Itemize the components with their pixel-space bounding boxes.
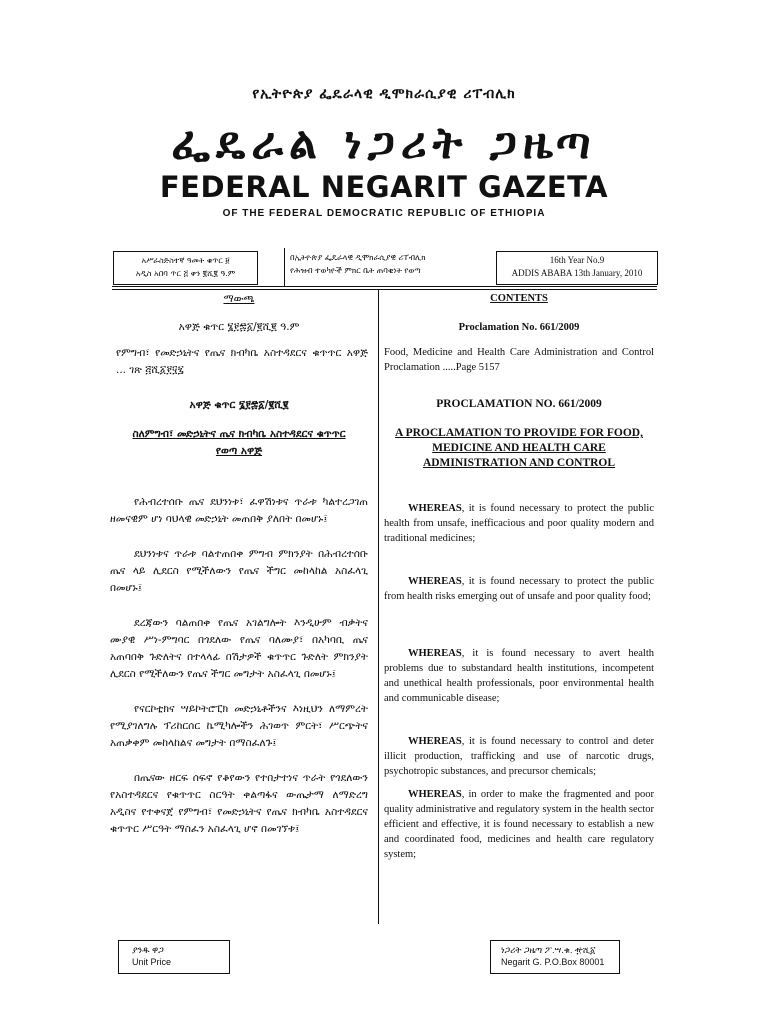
english-paragraph (384, 574, 654, 604)
english-paragraph (384, 501, 654, 546)
issue-amharic-line1: አሥራስድስተኛ ዓመት ቁጥር ፱ (141, 256, 230, 265)
amharic-proclamation-no: አዋጅ ቁጥር ፮፻፷፩/፪ሺ፪ ዓ.ም (178, 321, 300, 333)
amharic-paragraph: ደህንነቱና ጥራቱ ባልተጠበቀ ምግብ ምክንያት በሕብረተሰቡ ጤና ላይ ሊደርስ የሚችለውን የጤና ችግር መከላከል አስፈላጊ በመሆኑ፤ (110, 548, 368, 594)
issue-box-english (496, 251, 658, 285)
header-rule-second (112, 289, 657, 290)
pobox-amharic: ነጋሪት ጋዜጣ ፖ.ሣ.ቁ. ፹ሺ፩ (501, 945, 596, 955)
unit-price-label: Unit Price (132, 957, 172, 967)
issue-box-middle (290, 251, 490, 277)
english-paragraph-text: , it is found necessary to protect the public health from unsafe, inefficacious and poor quality modern and traditional medicines; (384, 503, 654, 544)
whereas-label: WHEREAS (408, 736, 462, 747)
issue-amharic-line2: አዲስ አበባ ጥር ፭ ቀን ፪ሺ፪ ዓ.ም (135, 269, 236, 278)
english-paragraph-text: , it is found necessary to protect the public from health risks emerging out of unsafe and poor quality food; (384, 576, 654, 602)
english-contents-entry: Food, Medicine and Health Care Administration and Control Proclamation .....Page 5157 (384, 347, 654, 373)
english-proclamation-no: Proclamation No. 661/2009 (458, 322, 580, 333)
unit-price-amharic: ያንዱ ዋጋ (132, 945, 164, 955)
issue-middle-line1: በኢትዮጵያ ፌዴራላዊ ዲሞክራሲያዊ ሪፐብሊክ (290, 253, 426, 262)
masthead-english-title: FEDERAL NEGARIT GAZETA (159, 170, 609, 204)
english-paragraph-text: , in order to make the fragmented and poor quality administrative and regulatory system in the health sector efficient and effective, it is found necessary to establish a new and coordinated food, medicines and health care regulatory system; (384, 789, 654, 860)
issue-box-amharic (113, 251, 258, 285)
pobox-box (490, 940, 620, 974)
english-paragraph (384, 787, 654, 862)
masthead-amharic-title: ፌዴራል ነጋሪት ጋዜጣ (171, 118, 597, 169)
english-paragraph (384, 734, 654, 779)
whereas-label: WHEREAS (408, 503, 462, 514)
whereas-label: WHEREAS (408, 576, 462, 587)
issue-english-line2: ADDIS ABABA 13th January, 2010 (511, 268, 643, 278)
masthead-amharic-republic: የኢትዮጵያ ፌዴራላዊ ዲሞክራሲያዊ ሪፐብሊክ (252, 86, 516, 102)
whereas-label: WHEREAS (408, 648, 462, 659)
pobox-label: Negarit G. P.O.Box 80001 (501, 957, 605, 967)
english-proclamation-title: A PROCLAMATION TO PROVIDE FOR FOOD, MEDICINE AND HEALTH CARE ADMINISTRATION AND CONTROL (395, 427, 643, 469)
masthead-english-subtitle: OF THE FEDERAL DEMOCRATIC REPUBLIC OF ETHIOPIA (222, 208, 546, 219)
issue-middle-line2: የሕዝብ ተወካዮች ምክር ቤት ጠባቂነት የወጣ (290, 266, 421, 275)
header-divider (284, 248, 285, 286)
unit-price-box (118, 940, 230, 974)
english-column (384, 291, 654, 862)
column-divider (378, 290, 379, 924)
amharic-paragraph: የሕብረተሰቡ ጤና ደህንነቱ፣ ፈዋሽነቱና ጥራቱ ካልተረጋገጠ ዘመናዊም ሆነ ባህላዊ መድኃኒት መጠበቅ ያለበት በመሆኑ፤ (110, 496, 368, 525)
amharic-paragraph: ደረጃውን ባልጠበቀ የጤና አገልግሎት እንዲሁም ብቃትና ሙያዊ ሥነ-ምግባር በጎደለው የጤና ባለሙያ፣ በአካባቢ ጤና አጠባበቅ ጉድለትና በተላላፊ በሽታዎች ቁጥጥር ጉድለት ምክንያት ሊደርስ የሚችለውን የጤና ችግር መግታት አስፈላጊ በመሆኑ፤ (110, 617, 368, 680)
whereas-label: WHEREAS (408, 789, 462, 800)
amharic-paragraph: የናርኮቲክና ሣይኮትሮፒክ መድኃኒቶችንና እነዚህን ለማምረት የሚያገለግሉ ፕሪከርሰር ኬሚካሎችን ሕገወጥ ምርት፣ ሥርጭትና አጠቃቀም መከላከልና መግታት በማስፈለጉ፤ (110, 703, 368, 749)
issue-english-line1: 16th Year No.9 (549, 255, 605, 265)
english-paragraph-text: , it is found necessary to control and deter illicit production, trafficking and use of narcotic drugs, psychotropic substances, and precursor chemicals; (384, 736, 654, 777)
amharic-contents-entry: የምግብ፣ የመድኃኒትና የጤና ክብካቤ አስተዳደርና ቁጥጥር አዋጅ ... ገጽ ፭ሺ፩፻፶፯ (116, 347, 368, 376)
amharic-contents-heading: ማውጫ (223, 293, 255, 305)
amharic-proclamation-title: ስለምግብ፣ መድኃኒትና ጤና ክብካቤ አስተዳደርና ቁጥጥር የወጣ አዋጅ (132, 428, 346, 457)
amharic-paragraph: በጤናው ዘርፍ ሰፍኖ የቆየውን የተበታተነና ጥራት የጎደለውን የአስተዳደርና የቁጥጥር ስርዓት ቀልጣፋና ውጤታማ ለማድረግ አዲስና የተቀናጀ የምግብ፣ የመድኃኒትና የጤና ክብካቤ አስተዳደርና ቁጥጥር ሥርዓት ማስፈን አስፈላጊ ሆኖ በመገኘቱ፤ (110, 772, 368, 835)
amharic-proclamation-heading: አዋጅ ቁጥር ፮፻፷፩/፪ሺ፪ (189, 399, 289, 411)
english-paragraph-text: , it is found necessary to avert health problems due to substandard health institutions, incompetent and unethical health professionals, poor environmental health and communicable disease; (384, 648, 654, 704)
english-contents-heading: CONTENTS (490, 293, 548, 304)
english-paragraph (384, 646, 654, 706)
amharic-column (110, 291, 368, 838)
header-rule (112, 286, 657, 287)
english-proclamation-heading: PROCLAMATION NO. 661/2009 (436, 398, 602, 410)
